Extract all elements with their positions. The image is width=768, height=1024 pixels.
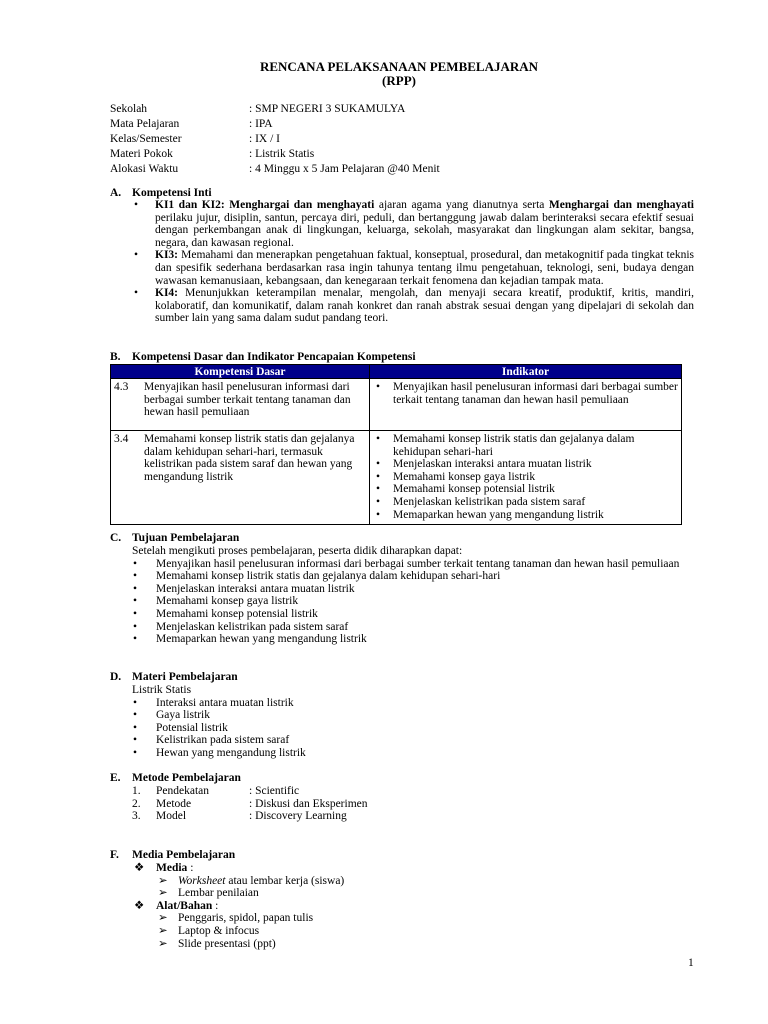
table-row <box>111 379 682 431</box>
arrow-bullet-icon: ➢ <box>158 874 168 887</box>
list-item: ➢ Lembar penilaian <box>158 887 259 900</box>
identity-table <box>110 102 440 177</box>
list-item: • Hewan yang mengandung listrik <box>133 746 306 759</box>
section-heading-c: C. Tujuan Pembelajaran <box>110 532 240 544</box>
bullet-icon: • <box>376 433 381 445</box>
alat-heading: ❖ Alat/Bahan : <box>134 899 219 912</box>
list-item: 3. Model : Discovery Learning <box>132 810 347 823</box>
document-title: RENCANA PELAKSANAAN PEMBELAJARAN (RPP) <box>259 59 539 88</box>
column-header-kd: Kompetensi Dasar <box>111 365 370 379</box>
page-number: 1 <box>688 957 694 969</box>
media-heading: ❖ Media : <box>134 862 194 874</box>
diamond-bullet-icon: ❖ <box>134 862 145 874</box>
arrow-bullet-icon: ➢ <box>158 937 168 950</box>
list-item: • Memaparkan hewan yang mengandung listrik <box>376 508 604 521</box>
section-heading-a: A. Kompetensi Inti <box>110 187 212 199</box>
bullet-icon: • <box>376 381 381 393</box>
list-item: • Kelistrikan pada sistem saraf <box>133 734 290 747</box>
bullet-icon: • <box>133 570 138 583</box>
bullet-icon: • <box>376 508 381 521</box>
section-heading-b: B. Kompetensi Dasar dan Indikator Pencapaian Kompetensi <box>110 351 416 363</box>
metode-block <box>132 785 368 823</box>
section-heading-f: F. Media Pembelajaran <box>110 849 236 861</box>
list-item: • Gaya listrik <box>133 709 210 722</box>
bullet-icon: • <box>133 620 138 633</box>
list-item: • Memaparkan hewan yang mengandung listrik <box>133 633 367 646</box>
bullet-icon: • <box>376 483 381 496</box>
bullet-icon: • <box>133 582 138 595</box>
arrow-bullet-icon: ➢ <box>158 924 168 937</box>
media-block <box>132 862 344 950</box>
list-item: • Menjelaskan kelistrikan pada sistem saraf <box>376 495 586 508</box>
table-header-row <box>111 365 682 379</box>
list-item: • Menjelaskan interaksi antara muatan listrik <box>376 458 592 471</box>
list-item: • Memahami konsep listrik statis dan gejalanya dalam kehidupan sehari-hari <box>376 433 635 458</box>
bullet-icon: • <box>134 287 139 300</box>
info-row: Sekolah : SMP NEGERI 3 SUKAMULYA <box>110 103 406 115</box>
tujuan-block: Setelah mengikuti proses pembelajaran, peserta didik diharapkan dapat: • Menyajikan hasil penelusuran informasi dari berbagai sumber terkait tentang tanaman dan hewan hasil pemuliaan • Memahami konsep listrik statis dan gejalanya dalam kehidupan sehari-hari • Menjelaskan interaksi antara muatan listrik • Memahami konsep gaya listrik • Memahami konsep potensial listrik • Menjelaskan kelistrikan pada sistem saraf • Memaparkan hewan yang mengandung listrik <box>132 545 688 646</box>
table-cell: 4.3 Menyajikan hasil penelusuran informasi dari berbagai sumber terkait tentang tanaman dan hewan hasil pemuliaan <box>111 379 370 431</box>
materi-block: Listrik Statis • Interaksi antara muatan listrik • Gaya listrik • Potensial listrik • Kelistrikan pada sistem saraf • Hewan yang mengandung listrik <box>132 684 306 759</box>
list-item: • Memahami konsep gaya listrik <box>376 470 536 483</box>
competency-table <box>110 364 682 525</box>
list-item: • Interaksi antara muatan listrik <box>133 696 294 709</box>
list-item: • Menjelaskan kelistrikan pada sistem saraf <box>133 620 349 633</box>
bullet-icon: • <box>133 734 138 747</box>
bullet-icon: • <box>133 696 138 709</box>
bullet-icon: • <box>133 595 138 608</box>
table-cell <box>370 431 682 525</box>
list-item: • Memahami konsep listrik statis dan gejalanya dalam kehidupan sehari-hari <box>133 570 501 583</box>
section-heading-e: E. Metode Pembelajaran <box>110 772 241 784</box>
bullet-icon: • <box>133 709 138 722</box>
list-item: • Memahami konsep potensial listrik <box>133 607 318 620</box>
bullet-icon: • <box>376 470 381 483</box>
ki-item: • KI4: Menunjukkan keterampilan menalar, mengolah, dan menyaji secara kreatif, produktif, kritis, mandiri, kolaboratif, dan komunikatif, dalam ranah konkret dan ranah abstrak sesuai dengan yang dipelajari di sekolah dan sumber lain yang sama dalam sudut pandang teori. <box>134 287 694 325</box>
info-row: Materi Pokok : Listrik Statis <box>110 148 315 160</box>
bullet-icon: • <box>133 633 138 646</box>
bullet-icon: • <box>133 721 138 734</box>
list-item: • Memahami konsep potensial listrik <box>376 483 555 496</box>
ki-item: • KI3: Memahami dan menerapkan pengetahuan faktual, konseptual, prosedural, dan metakognitif pada tingkat teknis dan spesifik sederhana berdasarkan rasa ingin tahunya tentang ilmu pengetahuan, teknologi, seni, budaya dengan wawasan kemanusiaan, kebangsaan, dan kenegaraan terkait fenomena dan kejadian tampak mata. <box>134 249 694 287</box>
bullet-icon: • <box>134 199 139 211</box>
list-item: ➢ Slide presentasi (ppt) <box>158 937 276 950</box>
info-row: Mata Pelajaran : IPA <box>110 118 273 130</box>
table-cell: 3.4 Memahami konsep listrik statis dan gejalanya dalam kehidupan sehari-hari, termasuk kelistrikan pada sistem saraf dan hewan yang mengandung listrik <box>111 431 370 525</box>
list-item: • Potensial listrik <box>133 721 228 734</box>
list-item: • Menjelaskan interaksi antara muatan listrik <box>133 582 355 595</box>
bullet-icon: • <box>133 557 138 570</box>
bullet-icon: • <box>376 495 381 508</box>
arrow-bullet-icon: ➢ <box>158 912 168 925</box>
list-item: ➢ Worksheet atau lembar kerja (siswa) <box>158 874 345 887</box>
list-item: • Memahami konsep gaya listrik <box>133 595 299 608</box>
ki-item: • KI1 dan KI2: Menghargai dan menghayati ajaran agama yang dianutnya serta Menghargai dan menghayati perilaku jujur, disiplin, santun, percaya diri, peduli, dan bertanggung jawab dalam berinteraksi secara efektif sesuai dengan perkembangan anak di lingkungan, keluarga, sekolah, masyarakat dan lingkungan alam sekitar, bangsa, negara, dan kawasan regional. <box>134 199 694 249</box>
table-row <box>111 431 682 525</box>
section-heading-d: D. Materi Pembelajaran <box>110 671 238 683</box>
info-row: Kelas/Semester : IX / I <box>110 133 280 145</box>
arrow-bullet-icon: ➢ <box>158 887 168 900</box>
column-header-indikator: Indikator <box>370 365 682 379</box>
diamond-bullet-icon: ❖ <box>134 899 145 912</box>
bullet-icon: • <box>376 458 381 471</box>
bullet-icon: • <box>134 249 139 262</box>
list-item: ➢ Laptop & infocus <box>158 924 260 937</box>
list-item: 1. Pendekatan : Scientific <box>132 785 300 797</box>
bullet-icon: • <box>133 746 138 759</box>
info-row: Alokasi Waktu : 4 Minggu x 5 Jam Pelajaran @40 Menit <box>110 163 440 175</box>
table-cell <box>370 379 682 431</box>
kompetensi-inti-list <box>132 199 694 325</box>
list-item: 2. Metode : Diskusi dan Eksperimen <box>132 797 368 810</box>
bullet-icon: • <box>133 607 138 620</box>
list-item: • Menyajikan hasil penelusuran informasi dari berbagai sumber terkait tentang tanaman dan hewan hasil pemuliaan <box>376 381 678 406</box>
list-item: ➢ Penggaris, spidol, papan tulis <box>158 912 314 925</box>
list-item: • Menyajikan hasil penelusuran informasi dari berbagai sumber terkait tentang tanaman dan hewan hasil pemuliaan <box>133 557 680 570</box>
